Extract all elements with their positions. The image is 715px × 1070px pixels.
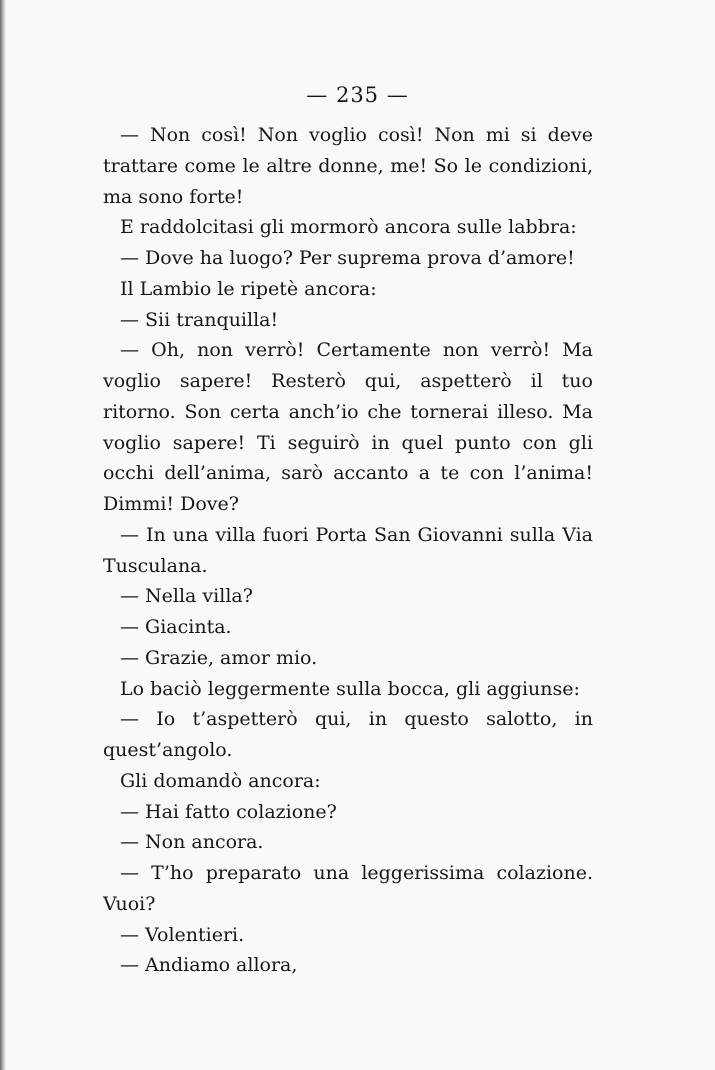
paragraph: — Io t’aspetterò qui, in questo salotto, in quest’angolo. — [103, 708, 593, 761]
paragraph: — Sii tranquilla! — [120, 308, 279, 331]
paragraph: — Andiamo allora, — [120, 954, 298, 977]
paragraph: — Grazie, amor mio. — [120, 646, 318, 669]
paragraph: — Volentieri. — [120, 923, 245, 946]
paragraph: Il Lambio le ripetè ancora: — [120, 277, 377, 300]
page-text — [103, 120, 593, 981]
paragraph: — Dove ha luogo? Per suprema prova d’amore! — [120, 247, 575, 269]
paragraph: — Non ancora. — [120, 831, 264, 854]
page-number: — 235 — — [306, 83, 409, 107]
paragraph: Gli domandò ancora: — [120, 769, 321, 792]
paragraph: Lo baciò leggermente sulla bocca, gli aggiunse: — [120, 677, 580, 700]
paragraph: — In una villa fuori Porta San Giovanni sulla Via Tusculana. — [103, 523, 593, 577]
page-binding-edge — [0, 0, 6, 1070]
paragraph: — T’ho preparato una leggerissima colazione. Vuoi? — [103, 862, 593, 915]
paragraph: E raddolcitasi gli mormorò ancora sulle labbra: — [120, 216, 577, 239]
paragraph: — Nella villa? — [120, 585, 253, 608]
paragraph: — Hai fatto colazione? — [120, 800, 337, 823]
paragraph: — Giacinta. — [120, 616, 232, 638]
paragraph: — Oh, non verrò! Certamente non verrò! Ma voglio sapere! Resterò qui, aspetterò il tuo ritorno. Son certa anch’io che tornerai illeso. Ma voglio sapere! Ti seguirò in quel punto con gli occhi dell’anima, sarò accanto a te con l’anima! Dimmi! Dove? — [103, 339, 593, 515]
paragraph: — Non così! Non voglio così! Non mi si deve trattare come le altre donne, me! So le condizioni, ma sono forte! — [103, 124, 593, 208]
